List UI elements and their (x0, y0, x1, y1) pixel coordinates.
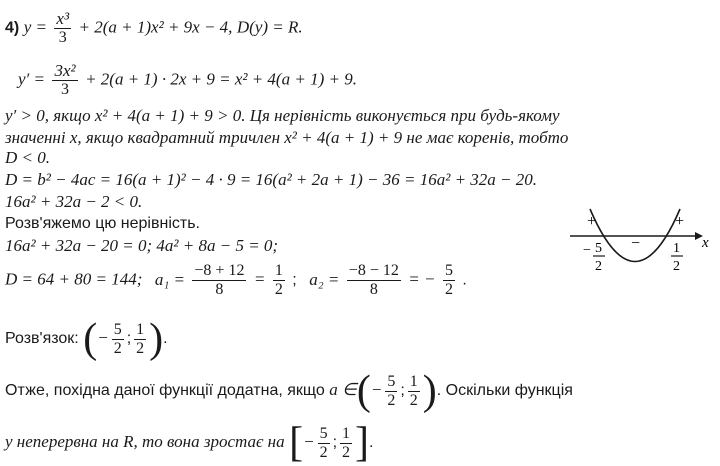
root-a2-value (443, 262, 455, 299)
domain-statement: D(y) = R. (236, 17, 303, 37)
minus-sign: − (303, 432, 315, 452)
close-paren: ) (422, 368, 437, 414)
solve-heading: Розв'яжемо цю нерівність. (5, 215, 200, 232)
fraction-numerator: 5 (319, 424, 328, 442)
fraction-numerator: 5 (387, 372, 396, 390)
fraction-denominator: 2 (444, 281, 453, 298)
separator: ; (126, 330, 132, 348)
interval-right-bound (408, 373, 420, 410)
separator: ; (332, 434, 338, 452)
problem-number: 4) (5, 19, 20, 37)
open-bracket: [ (289, 420, 304, 466)
close-bracket: ] (355, 420, 370, 466)
closed-interval-right-bound (340, 425, 352, 462)
fraction-denominator: 2 (113, 339, 122, 357)
parabola-sketch (565, 204, 715, 284)
equals-sign: = (253, 269, 266, 289)
answer-right-bound (134, 321, 146, 358)
root-a2-fraction (347, 262, 401, 299)
function-fraction (54, 10, 71, 47)
conclusion-line-2 (5, 422, 373, 464)
discriminant-value: D = 64 + 80 = 144; (5, 269, 143, 289)
roots-line: D = 64 + 80 = 144; a₁ = $\frac{-8 + 12}{8}$ = $\frac{1}{2}$ ; a₂ = $\frac{-8 - 12}{8}$ = − $\frac{5}{2}$ . (5, 262, 467, 298)
fraction-denominator: 8 (369, 281, 378, 298)
root-a1-fraction (192, 262, 246, 299)
fraction-numerator: 1 (274, 262, 283, 279)
interval-left-bound (385, 373, 397, 410)
fraction-numerator: 1 (409, 372, 418, 390)
discriminant-line: D = b² − 4ac = 16(a + 1)² − 4 · 9 = 16(a² + 2a + 1) − 36 = 16a² + 32a − 20. (5, 170, 538, 189)
plus-sign-right: + (675, 213, 685, 230)
fraction-denominator: 2 (274, 281, 283, 298)
derivative-line (18, 62, 357, 99)
separator: ; (400, 382, 405, 400)
fraction-numerator: 5 (444, 262, 453, 279)
fraction-denominator: 3 (58, 29, 67, 46)
function-line (5, 10, 303, 47)
answer-left-bound (112, 321, 124, 358)
open-paren: ( (83, 316, 98, 362)
equation-line: 16a² + 32a − 20 = 0; 4a² + 8a − 5 = 0; (5, 236, 279, 255)
fraction-denominator: 8 (215, 281, 224, 298)
minus-sign: − (97, 328, 109, 348)
text-line-2: значенні x, якщо квадратний тричлен x² + 4(a + 1) + 9 не має коренів, тобто (5, 128, 569, 147)
closed-interval-left-bound (318, 425, 330, 462)
left-root-minus: − (583, 243, 591, 258)
conclusion-text-c: . Оскільки функція (436, 382, 573, 400)
left-root-denominator: 2 (595, 259, 602, 274)
fraction-denominator: 2 (319, 443, 328, 461)
fraction-numerator: −8 − 12 (348, 262, 399, 279)
fraction-denominator: 2 (387, 391, 396, 409)
root-a1-value (273, 262, 285, 299)
conclusion-text-2a: y неперервна на R, то вона зростає на (5, 432, 285, 452)
answer-label: Розв'язок: (5, 330, 79, 348)
open-paren: ( (356, 368, 371, 414)
fraction-numerator: x³ (56, 9, 70, 28)
minus-sign: − (370, 380, 383, 400)
left-root-numerator: 5 (595, 241, 602, 256)
fraction-numerator: 1 (136, 320, 145, 338)
fraction-numerator: −8 + 12 (194, 262, 245, 279)
close-paren: ) (149, 316, 164, 362)
text-line-1: y′ > 0, якщо x² + 4(a + 1) + 9 > 0. Ця нерівність виконується при будь-якому (5, 106, 560, 125)
membership: a ∈ (329, 380, 357, 400)
plus-sign-left: + (587, 213, 597, 230)
minus-sign-middle: − (631, 235, 641, 252)
x-axis-label: x (702, 235, 709, 251)
function-lhs: y = (23, 17, 47, 37)
root-a1-lhs: a₁ = (154, 269, 185, 289)
equals-minus-sign: = − (408, 269, 436, 289)
right-root-numerator: 1 (673, 241, 680, 256)
fraction-denominator: 2 (136, 339, 145, 357)
fraction-denominator: 3 (61, 81, 70, 98)
function-rest: + 2(a + 1)x² + 9x − 4, (78, 17, 233, 37)
conclusion-text-a: Отже, похідна даної функції додатна, якщо (5, 382, 325, 400)
period: . (163, 330, 168, 348)
fraction-numerator: 5 (113, 320, 122, 338)
right-root-denominator: 2 (673, 259, 680, 274)
period: . (369, 434, 374, 452)
derivative-fraction (52, 62, 77, 99)
fraction-numerator: 1 (342, 424, 351, 442)
fraction-denominator: 2 (409, 391, 418, 409)
answer-line (5, 318, 168, 360)
fraction-numerator: 3x² (54, 61, 76, 80)
derivative-lhs: y′ = (18, 69, 45, 89)
text-line-3: D < 0. (5, 148, 50, 167)
derivative-rest: + 2(a + 1) · 2x + 9 = x² + 4(a + 1) + 9. (85, 69, 357, 89)
root-a2-lhs: a₂ = (309, 269, 340, 289)
inequality-line: 16a² + 32a − 2 < 0. (5, 192, 143, 211)
fraction-denominator: 2 (342, 443, 351, 461)
conclusion-line-1 (5, 370, 573, 412)
